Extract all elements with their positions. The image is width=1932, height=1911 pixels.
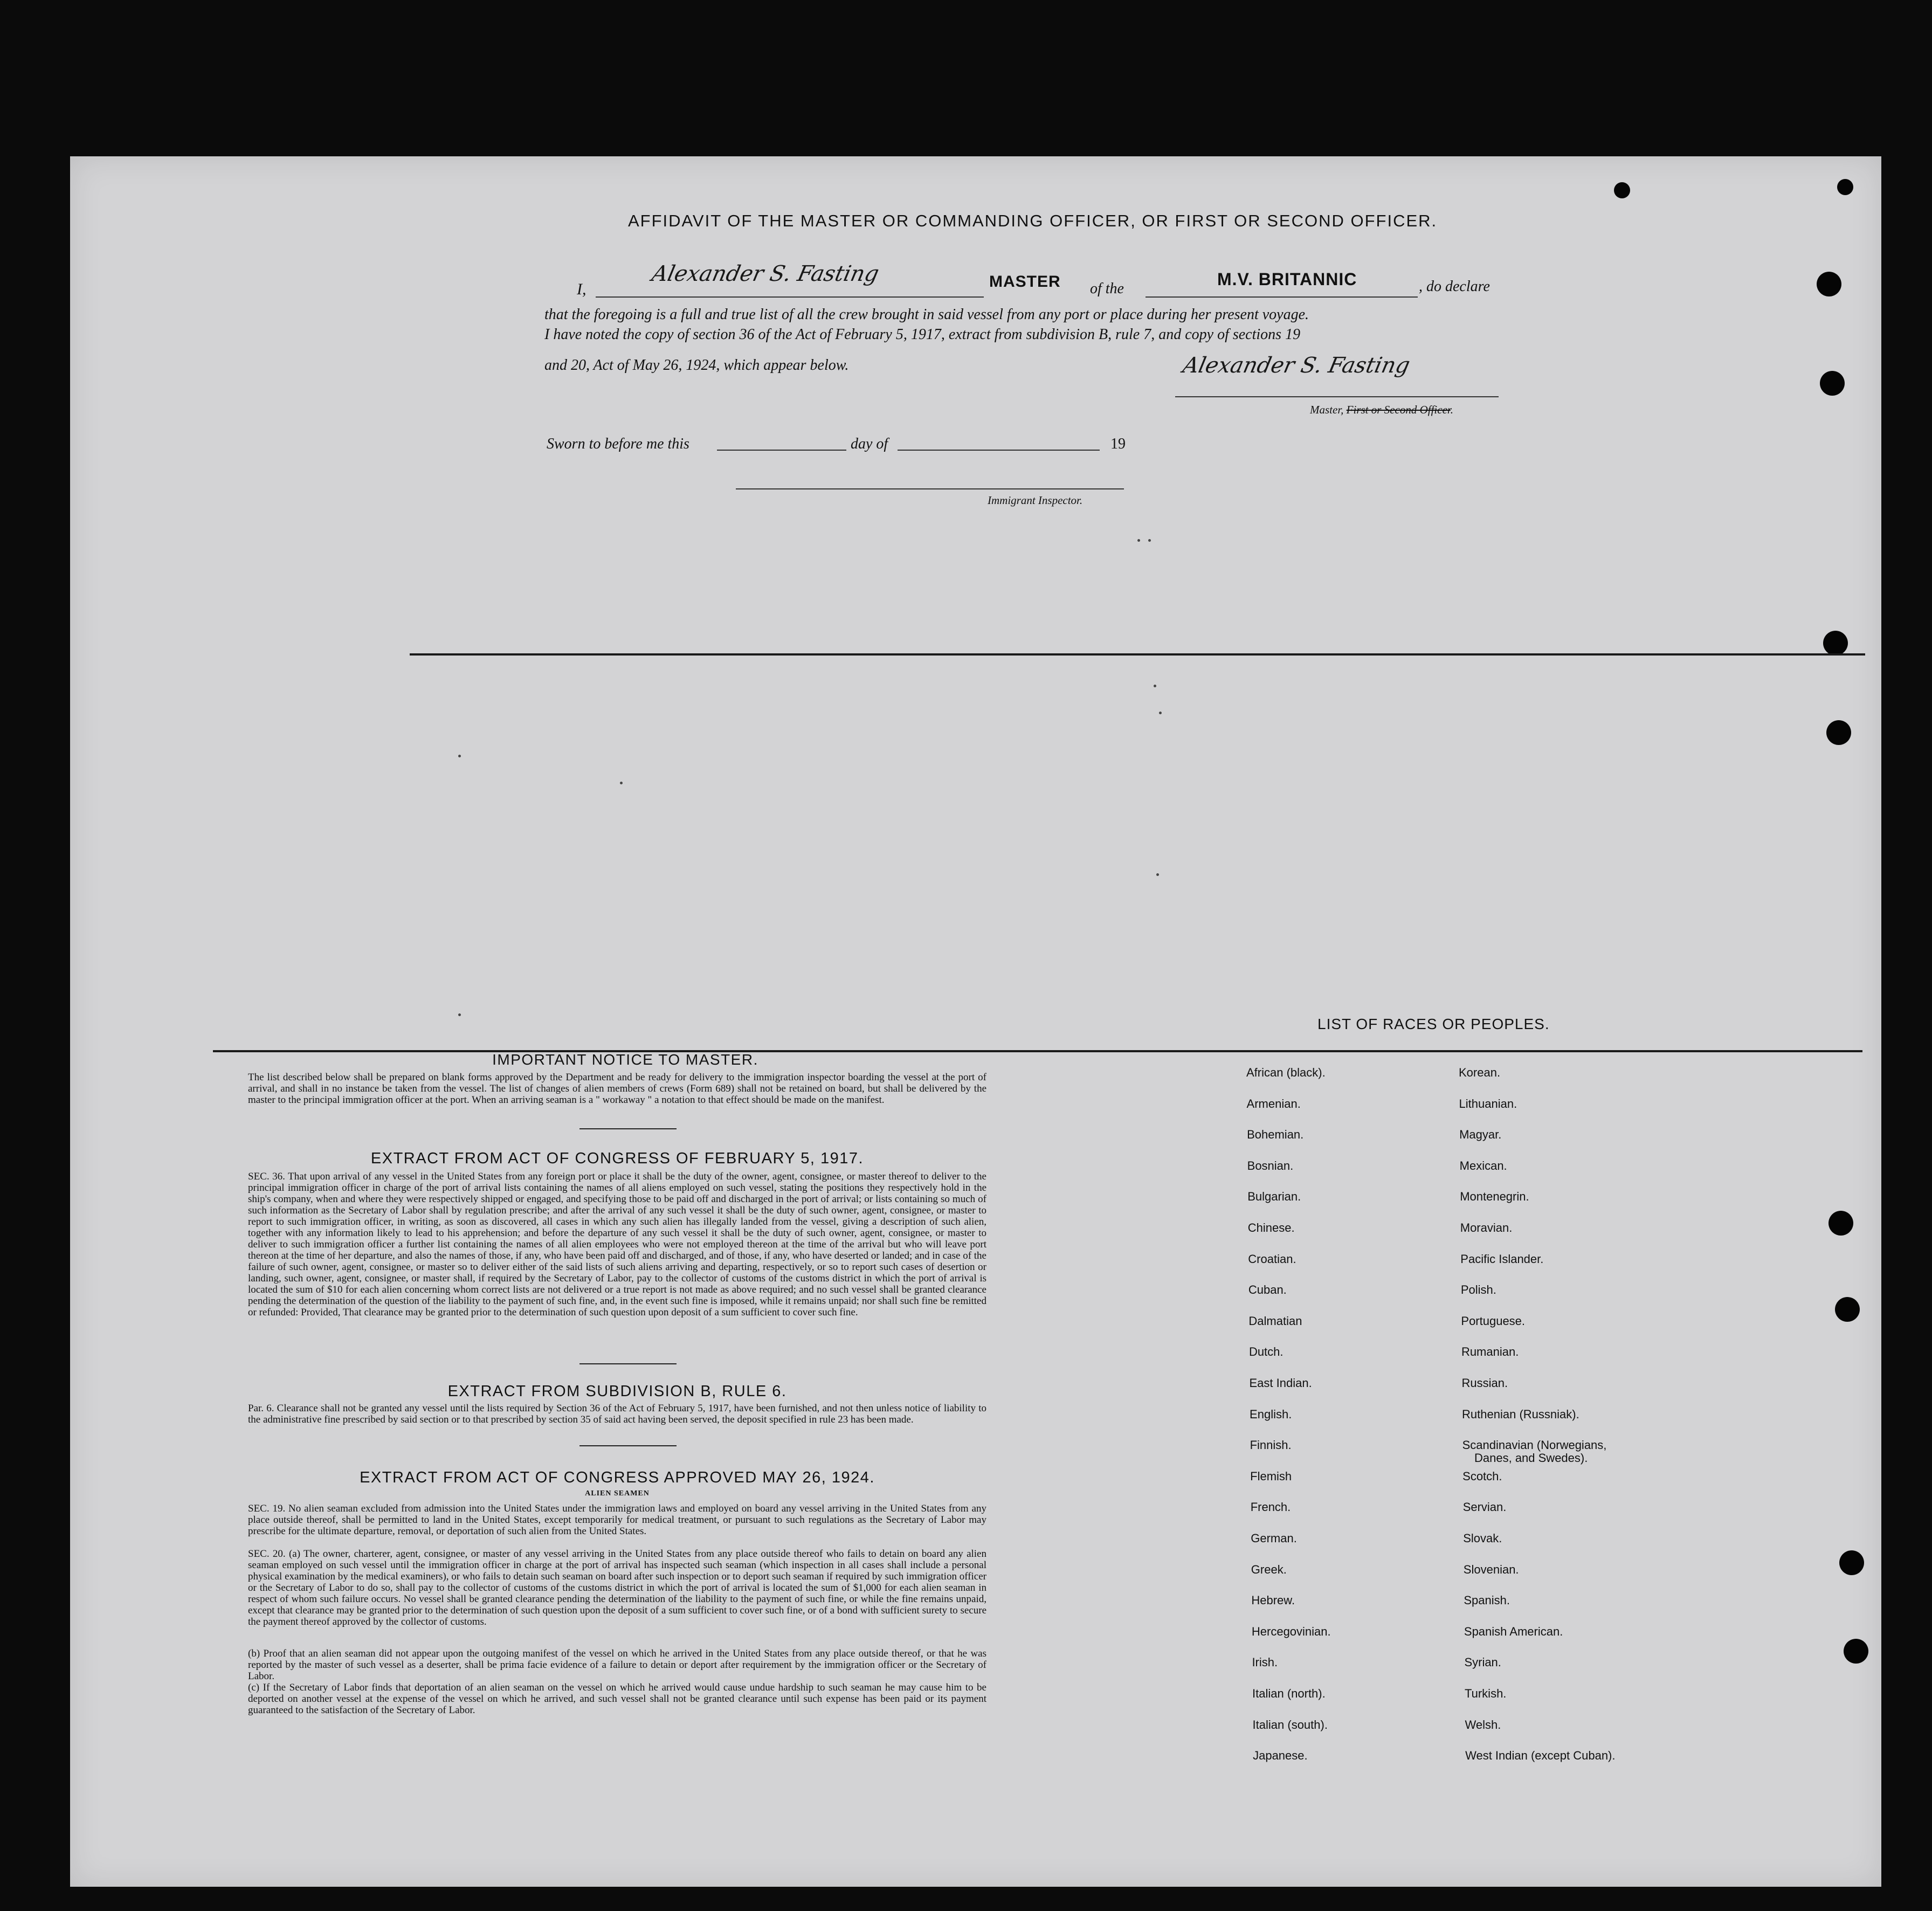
races-title: LIST OF RACES OR PEOPLES. (1317, 1016, 1550, 1032)
extract-rule6-title: EXTRACT FROM SUBDIVISION B, RULE 6. (447, 1383, 787, 1400)
race-item: Hercegovinian. (1251, 1624, 1331, 1638)
race-item: Korean. (1459, 1066, 1501, 1079)
race-item: Slovenian. (1463, 1562, 1519, 1576)
race-item: Servian. (1462, 1500, 1507, 1514)
extract-1917-body: SEC. 36. That upon arrival of any vessel in the United States from any foreign port or place it shall be the duty of the owner, agent, consignee, or master thereof to deliver to the principal immigration officer in charge of the port of arrival lists containing the names of all aliens employed on such vessel, stating the positions they respectively hold in the ship's company, when and where they were respectively shipped or engaged, and specifying those to be paid off and discharged in the port of arrival; or lists containing so much of such information as the Secretary of Labor shall by regulation prescribe; and after the arrival of any such vessel it shall be the duty of such owner, agent, consignee, or master to report to such immigration officer, in writing, as soon as discovered, all cases in which any such alien has illegally landed from the vessel, giving a description of such alien, together with any information likely to lead to his apprehension; and before the departure of any such vessel it shall be the duty of such owner, agent, consignee, or master to deliver to such immigration officer a further list containing the names of all alien employees who were not employed thereon at the time of the arrival but who will leave port thereon at the time of her departure, and also the names of those, if any, who have been paid off and discharged, and of those, if any, who have deserted or landed; and in case of the failure of such owner, agent, consignee, or master so to deliver either of the said lists of such aliens arriving and departing, respectively, or so to report such cases of desertion or landing, such owner, agent, consignee, or master shall, if required by the Secretary of Labor, pay to the collector of customs of the customs district in which the port of arrival is located the sum of $10 for each alien concerning whom correct lists are not delivered or a true report is not made as above required; and no such vessel shall be granted clearance pending the determination of the question of the liability to the payment of such fine, and, in the event such fine is imposed, while it remains unpaid; nor shall such fine be remitted or refunded: Provided, That clearance may be granted prior to the determination of such question upon deposit of a sum sufficient to cover such fine. (248, 1171, 986, 1318)
rule (579, 1445, 677, 1446)
race-item: African (black). (1246, 1066, 1326, 1079)
race-item: Finnish. (1250, 1438, 1292, 1452)
race-item: French. (1250, 1500, 1291, 1514)
race-item: Syrian. (1464, 1655, 1501, 1669)
sworn-before-label: Sworn to before me this (547, 436, 689, 452)
race-item: Chinese. (1247, 1221, 1295, 1234)
signature-line (1175, 396, 1499, 397)
race-item: Portuguese. (1461, 1314, 1526, 1328)
rank: MASTER (989, 273, 1061, 291)
race-item: Magyar. (1459, 1128, 1502, 1142)
punch-hole (1835, 1297, 1860, 1322)
race-item: East Indian. (1249, 1376, 1312, 1390)
mark-dot (620, 782, 623, 784)
race-item: Rumanian. (1461, 1345, 1519, 1359)
race-item: Japanese. (1253, 1749, 1308, 1763)
race-item: Montenegrin. (1460, 1190, 1529, 1204)
extract-1924-sec20c: (c) If the Secretary of Labor finds that deportation of an alien seaman on the vessel on which he arrived would cause undue hardship to such seaman he may cause him to be deported on another vessel at the expense of the vessel on which he arrived, and such vessel shall not be granted clearance until such expense has been paid or its payment guaranteed to the satisfaction of the Secretary of Labor. (248, 1682, 986, 1716)
race-item: Bohemian. (1247, 1128, 1304, 1142)
race-item: Dalmatian (1248, 1314, 1302, 1328)
mark-dot (1148, 539, 1151, 542)
race-item: Flemish (1250, 1469, 1292, 1483)
month-line (898, 450, 1100, 451)
race-item: Moravian. (1460, 1221, 1513, 1234)
mark-dot (1154, 685, 1156, 687)
race-item: Turkish. (1465, 1687, 1507, 1700)
race-item: Italian (south). (1252, 1717, 1328, 1731)
section-divider (410, 653, 1865, 656)
race-item: Cuban. (1248, 1283, 1287, 1297)
race-item: Greek. (1251, 1562, 1287, 1576)
mark-dot (458, 1013, 461, 1016)
extract-1924-title: EXTRACT FROM ACT OF CONGRESS APPROVED MAY 26, 1924. (360, 1469, 875, 1486)
race-item: Hebrew. (1251, 1593, 1295, 1608)
race-item: Bulgarian. (1247, 1190, 1301, 1204)
extract-rule6-body: Par. 6. Clearance shall not be granted any vessel until the lists required by Section 36 of the Act of February 5, 1917, have been furnished, and not then unless notice of liability to the administrative fine prescribed by said section or to that prescribed by section 35 of said act having been served, the deposit specified in rule 23 has been made. (248, 1403, 986, 1425)
punch-hole (1614, 182, 1630, 198)
inspector-line (736, 488, 1124, 489)
punch-hole (1820, 371, 1845, 396)
affidavit-line-1: that the foregoing is a full and true list of all the crew brought in said vessel from any port or place during her present voyage. (544, 306, 1309, 323)
signature-caption: Master, First or Second Officer. (1310, 403, 1453, 416)
punch-hole (1837, 179, 1853, 195)
race-item: Mexican. (1459, 1158, 1507, 1172)
extract-1924-sec20b: (b) Proof that an alien seaman did not appear upon the outgoing manifest of the vessel on which he arrived in the United States from any place outside thereof, or that he was reported by the master of such vessel as a deserter, shall be prima facie evidence of a failure to detain or deport after requirement by the immigration officer or the Secretary of Labor. (248, 1648, 986, 1682)
mark-dot (458, 755, 461, 757)
race-item: Pacific Islander. (1460, 1252, 1544, 1266)
race-item: Welsh. (1465, 1717, 1501, 1731)
race-item: West Indian (except Cuban). (1465, 1749, 1616, 1763)
section-divider (213, 1050, 1862, 1052)
affidavit-i-label: I, (577, 280, 586, 298)
extract-1924-sec19: SEC. 19. No alien seaman excluded from admission into the United States under the immigration laws and employed on board any vessel arriving in the United States from any place outside thereof, shall be permitted to land in the United States, except temporarily for medical treatment, or pursuant to such regulations as the Secretary of Labor may prescribe for the ultimate departure, removal, or deportation of such alien from the United States. (248, 1503, 986, 1537)
officer-signature: Alexander S. Fasting (1181, 353, 1412, 378)
year-label: 19 (1110, 436, 1126, 452)
race-item: Spanish American. (1464, 1624, 1563, 1638)
race-item: Bosnian. (1247, 1158, 1294, 1172)
extract-1924-subtitle: ALIEN SEAMEN (585, 1489, 650, 1498)
race-item: Ruthenian (Russniak). (1462, 1407, 1579, 1421)
extract-1924-sec20a: SEC. 20. (a) The owner, charterer, agent, consignee, or master of any vessel arriving in the United States from any place outside thereof who fails to detain on board any alien seaman employed on such vessel until the immigration officer in charge at the port of arrival has inspected such seaman (which inspection in all cases shall include a personal physical examination by the medical examiners), or who fails to detain such seaman on board after such inspection or to deport such seaman if required by such immigration officer or the Secretary of Labor to do so, shall pay to the collector of customs of the customs district in which the port of arrival is located the sum of $1,000 for each alien seaman in respect of whom such failure occurs. No vessel shall be granted clearance pending the determination of the liability to the payment of such fine, or while the fine remains unpaid, except that clearance may be granted prior to the determination of such question upon the deposit of a sum sufficient to cover such fine, or of a bond with sufficient surety to secure the payment thereof approved by the collector of customs. (248, 1548, 986, 1627)
race-item: German. (1251, 1531, 1297, 1545)
mark-dot (1159, 712, 1162, 714)
race-item: Slovak. (1463, 1531, 1502, 1545)
of-the-label: of the (1090, 280, 1124, 297)
race-item: Russian. (1461, 1376, 1508, 1390)
race-item: Italian (north). (1252, 1687, 1326, 1700)
do-declare-label: , do declare (1419, 278, 1490, 295)
punch-hole (1839, 1550, 1864, 1575)
day-of-label: day of (851, 436, 888, 452)
punch-hole (1844, 1639, 1868, 1664)
rule (579, 1128, 677, 1129)
race-item: Armenian. (1246, 1096, 1301, 1110)
notice-title: IMPORTANT NOTICE TO MASTER. (492, 1051, 758, 1068)
race-item: Scandinavian (Norwegians, (1462, 1438, 1607, 1452)
master-name-signature: Alexander S. Fasting (650, 261, 881, 286)
race-item: Scotch. (1462, 1469, 1502, 1483)
race-item: Polish. (1460, 1283, 1496, 1297)
affidavit-line-2: I have noted the copy of section 36 of the Act of February 5, 1917, extract from subdivision B, rule 7, and copy of sections 19 (544, 326, 1301, 343)
mark-dot (1137, 539, 1140, 542)
punch-hole (1817, 272, 1841, 296)
race-item: English. (1250, 1407, 1292, 1421)
name-line (596, 296, 984, 298)
sworn-date-line (717, 450, 846, 451)
race-item: Dutch. (1248, 1345, 1284, 1359)
inspector-label: Immigrant Inspector. (988, 494, 1083, 507)
rule (579, 1363, 677, 1364)
punch-hole (1826, 720, 1851, 745)
mark-dot (1156, 873, 1159, 876)
race-item-continuation: Danes, and Swedes). (1474, 1451, 1588, 1465)
vessel-name: M.V. BRITANNIC (1217, 270, 1357, 289)
race-item: Irish. (1252, 1655, 1278, 1669)
extract-1917-title: EXTRACT FROM ACT OF CONGRESS OF FEBRUARY 5, 1917. (370, 1150, 864, 1167)
race-item: Lithuanian. (1459, 1096, 1517, 1110)
affidavit-line-3: and 20, Act of May 26, 1924, which appear below. (544, 357, 849, 374)
affidavit-title: AFFIDAVIT OF THE MASTER OR COMMANDING OFFICER, OR FIRST OR SECOND OFFICER. (628, 211, 1438, 230)
notice-body: The list described below shall be prepared on blank forms approved by the Department and be ready for delivery to the immigration inspector boarding the vessel at the port of arrival, and shall in no instance be taken from the vessel. The list of changes of alien members of crews (Form 689) shall not be retained on board, but shall be delivered by the master to the principal immigration officer at the port. When an arriving seaman is a " workaway " a notation to that effect should be made on the manifest. (248, 1072, 986, 1106)
race-item: Croatian. (1248, 1252, 1296, 1266)
punch-hole (1828, 1211, 1853, 1236)
punch-hole (1823, 631, 1848, 656)
race-item: Spanish. (1464, 1593, 1510, 1608)
vessel-line (1146, 296, 1418, 298)
